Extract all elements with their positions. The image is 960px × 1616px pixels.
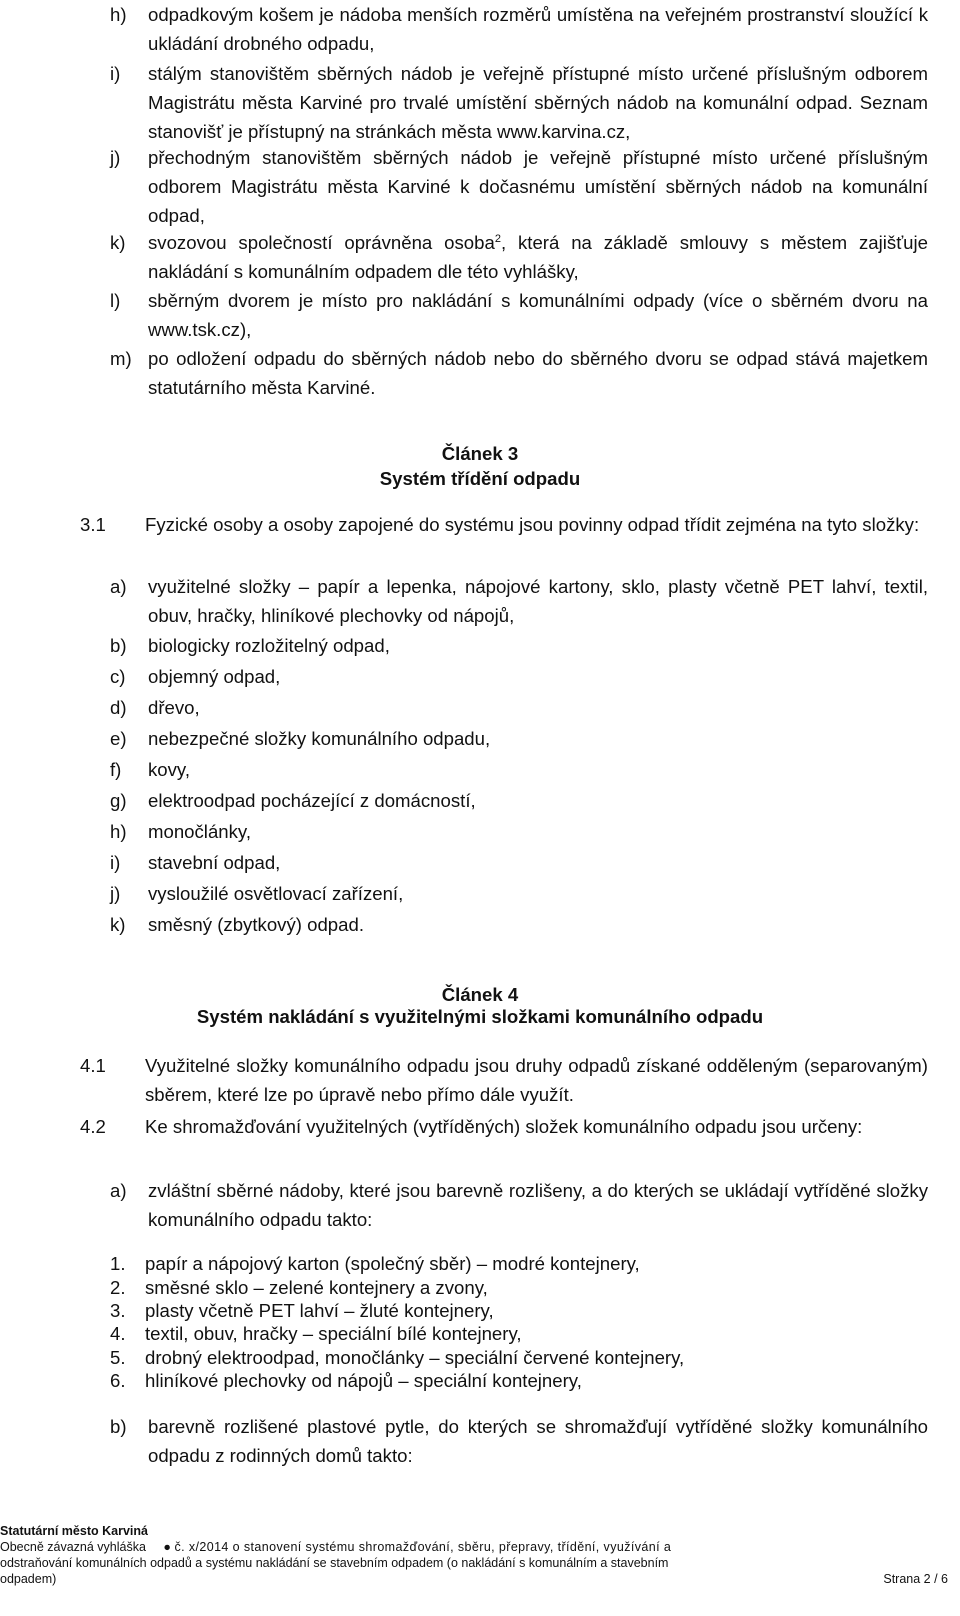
numbered-item (110, 1322, 522, 1346)
paragraph-number: 3.1 (80, 514, 106, 535)
list-item (110, 724, 928, 753)
paragraph-text: Ke shromažďování využitelných (vytříděných) složek komunálního odpadu jsou určeny: (145, 1116, 863, 1137)
item-number: 6. (110, 1370, 126, 1391)
item-text: po odložení odpadu do sběrných nádob nebo do sběrného dvoru se odpad stává majetkem statutárního města Karviné. (148, 348, 928, 398)
item-text: hliníkové plechovky od nápojů – speciální kontejnery, (145, 1370, 582, 1391)
item-label: i) (110, 63, 121, 84)
list-item (110, 59, 928, 146)
paragraph-number: 4.1 (80, 1055, 106, 1076)
numbered-item (110, 1369, 582, 1393)
footnote-ref: 2 (494, 232, 501, 245)
item-label: b) (110, 1416, 127, 1437)
list-item (110, 143, 928, 230)
article-title: Článek 4 (441, 984, 519, 1005)
item-label: i) (110, 852, 121, 873)
item-label: h) (110, 821, 127, 842)
item-text: objemný odpad, (148, 666, 281, 687)
item-text: barevně rozlišené plastové pytle, do kterých se shromažďují vytříděné složky komunálního odpadu z rodinných domů takto: (148, 1416, 928, 1466)
item-label: b) (110, 635, 127, 656)
item-label: k) (110, 914, 126, 935)
item-number: 5. (110, 1347, 126, 1368)
list-item (110, 344, 928, 402)
article-title: Článek 3 (441, 443, 519, 464)
paragraph-text: Fyzické osoby a osoby zapojené do systému jsou povinny odpad třídit zejména na tyto složky: (145, 514, 920, 535)
item-text: elektroodpad pocházející z domácností, (148, 790, 476, 811)
list-item (110, 879, 928, 908)
list-item (110, 848, 928, 877)
list-item (110, 286, 928, 344)
item-text: směsné sklo – zelené kontejnery a zvony, (145, 1277, 488, 1298)
item-text: papír a nápojový karton (společný sběr) – modré kontejnery, (145, 1253, 640, 1274)
item-label: m) (110, 348, 132, 369)
item-text: kovy, (148, 759, 191, 780)
paragraph-text: Využitelné složky komunálního odpadu jsou druhy odpadů získané odděleným (separovaným) sběrem, které lze po úpravě nebo přímo dále využít. (145, 1055, 928, 1105)
list-item (110, 662, 928, 691)
item-text: drobný elektroodpad, monočlánky – speciální červené kontejnery, (145, 1347, 685, 1368)
item-text: biologicky rozložitelný odpad, (148, 635, 390, 656)
item-label: g) (110, 790, 127, 811)
item-text: vysloužilé osvětlovací zařízení, (148, 883, 404, 904)
list-item (110, 1412, 928, 1470)
item-label: j) (110, 147, 121, 168)
list-item (110, 228, 928, 286)
list-item (110, 1176, 928, 1234)
bullet-icon: ● (163, 1540, 171, 1554)
item-number: 1. (110, 1253, 126, 1274)
footer-line: odpadem) (0, 1572, 57, 1586)
item-label: a) (110, 576, 127, 597)
item-label: h) (110, 4, 127, 25)
paragraph-4-1 (80, 1051, 928, 1109)
item-text: přechodným stanovištěm sběrných nádob je veřejně přístupné místo určené příslušným odborem Magistrátu města Karviné k dočasnému umístění sběrných nádob na komunální odpad, (148, 147, 928, 226)
numbered-item (110, 1346, 684, 1370)
list-item (110, 0, 928, 58)
page-number: Strana 2 / 6 (883, 1572, 948, 1586)
paragraph-number: 4.2 (80, 1116, 106, 1137)
footer-line (0, 1539, 671, 1555)
item-text: směsný (zbytkový) odpad. (148, 914, 364, 935)
paragraph-3-1 (80, 510, 928, 539)
item-number: 2. (110, 1277, 126, 1298)
item-text: sběrným dvorem je místo pro nakládání s komunálními odpady (více o sběrném dvoru na www.tsk.cz), (148, 290, 928, 340)
item-label: a) (110, 1180, 127, 1201)
item-text: zvláštní sběrné nádoby, které jsou barevně rozlišeny, a do kterých se ukládají vytříděné složky komunálního odpadu takto: (148, 1180, 928, 1230)
item-text: stálým stanovištěm sběrných nádob je veřejně přístupné místo určené příslušným odborem Magistrátu města Karviné pro trvalé umístění sběrných nádob na komunální odpad. Seznam stanovišť je přístupný na stránkách města www.karvina.cz, (148, 63, 928, 142)
footer-text: č. x/2014 o stanovení systému shromažďování, sběru, přepravy, třídění, využívání a (174, 1540, 672, 1554)
list-item (110, 817, 928, 846)
item-text: odpadkovým košem je nádoba menších rozměrů umístěna na veřejném prostranství sloužící k ukládání drobného odpadu, (148, 4, 928, 54)
item-label: f) (110, 759, 122, 780)
item-label: l) (110, 290, 121, 311)
list-item (110, 572, 928, 630)
item-number: 3. (110, 1300, 126, 1321)
item-text-part: , která na základě smlouvy s městem zajišťuje nakládání s komunálním odpadem dle této vyhlášky, (148, 232, 928, 282)
item-text-part: svozovou společností oprávněna osoba (148, 232, 495, 253)
footer-org: Statutární město Karviná (0, 1524, 148, 1538)
item-text: stavební odpad, (148, 852, 281, 873)
item-text: využitelné složky – papír a lepenka, nápojové kartony, sklo, plasty včetně PET lahví, textil, obuv, hračky, hliníkové plechovky od nápojů, (148, 576, 928, 626)
article-subtitle: Systém třídění odpadu (379, 468, 581, 489)
item-label: e) (110, 728, 127, 749)
paragraph-4-2 (80, 1112, 928, 1141)
item-label: d) (110, 697, 127, 718)
list-item (110, 755, 928, 784)
item-label: k) (110, 232, 126, 253)
numbered-item (110, 1299, 494, 1323)
footer-text: Obecně závazná vyhláška (0, 1540, 146, 1554)
list-item (110, 786, 928, 815)
item-label: j) (110, 883, 121, 904)
item-text: dřevo, (148, 697, 200, 718)
item-text: textil, obuv, hračky – speciální bílé kontejnery, (145, 1323, 522, 1344)
list-item (110, 631, 928, 660)
numbered-item (110, 1276, 488, 1300)
footer-line: odstraňování komunálních odpadů a systému nakládání se stavebním odpadem (o nakládání s komunálním a stavebním (0, 1556, 669, 1570)
list-item (110, 693, 928, 722)
item-text: monočlánky, (148, 821, 252, 842)
item-text: plasty včetně PET lahví – žluté kontejnery, (145, 1300, 494, 1321)
list-item (110, 910, 928, 939)
item-text (148, 228, 928, 286)
numbered-item (110, 1252, 640, 1276)
article-subtitle: Systém nakládání s využitelnými složkami komunálního odpadu (196, 1006, 764, 1027)
item-text: nebezpečné složky komunálního odpadu, (148, 728, 491, 749)
item-number: 4. (110, 1323, 126, 1344)
item-label: c) (110, 666, 126, 687)
